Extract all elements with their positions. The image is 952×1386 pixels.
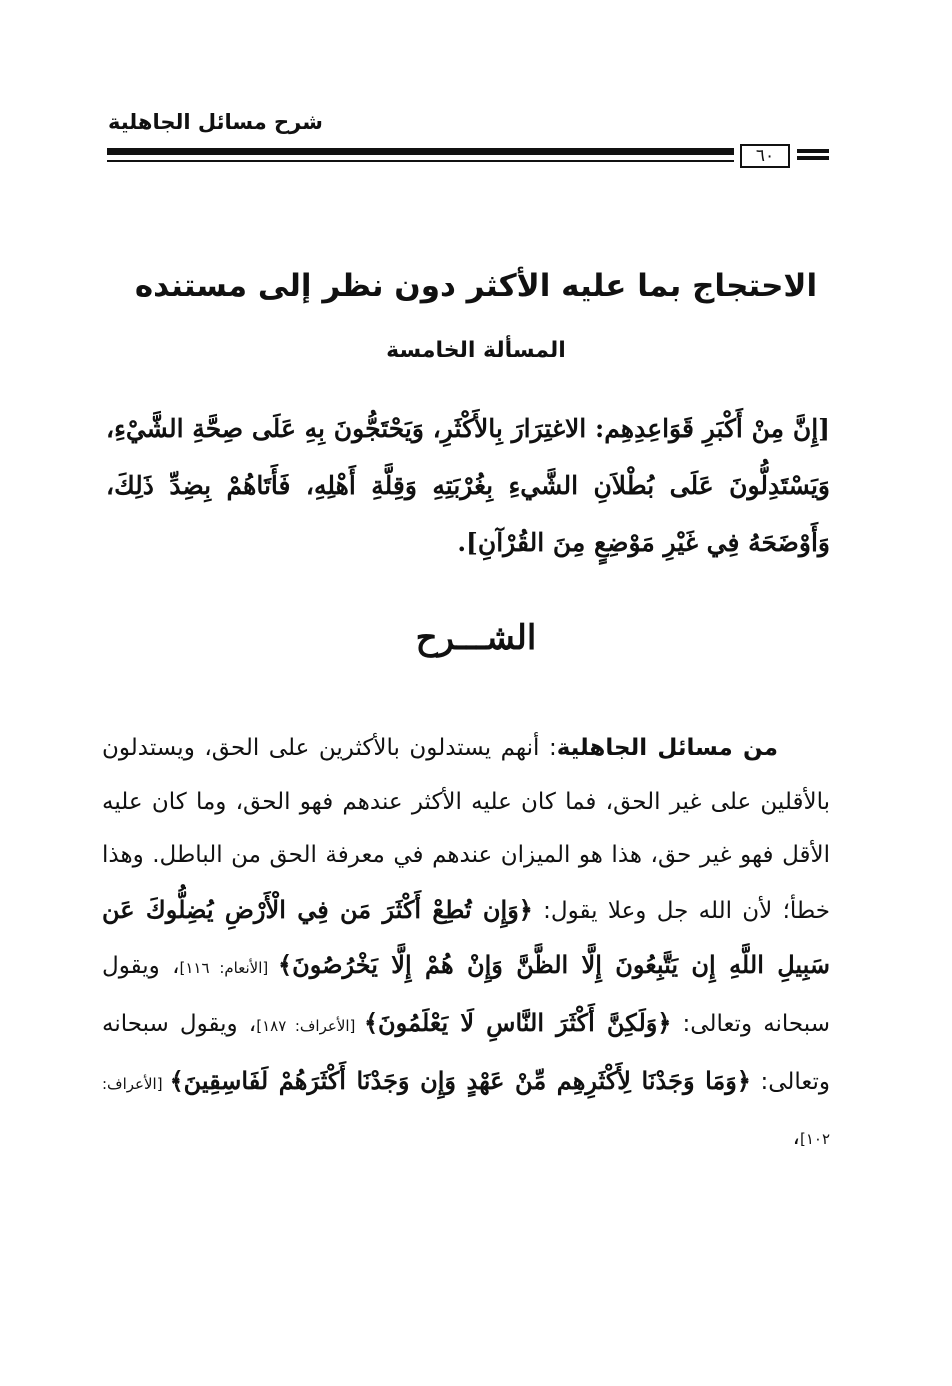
header-rule-thin	[107, 160, 734, 162]
header-ornament	[797, 149, 829, 163]
sharh-text-1: : أنهم يستدلون بالأكثرين على الحق، ويستدلون بالأقلين على غير الحق، فما كان عليه الأكثر عندهم فهو الحق، وما كان عليه الأقل فهو غير حق، هذا هو الميزان عندهم في معرفة الحق من الباطل. وهذا خطأ؛ لأن الله جل وعلا يقول:	[102, 735, 830, 924]
sharh-text-4: ،	[792, 1124, 800, 1151]
quran-verse-2: ﴿وَلَكِنَّ أَكْثَرَ النَّاسِ لَا يَعْلَمُونَ﴾	[363, 1007, 672, 1037]
header-rule-thick	[107, 148, 734, 155]
issue-title: المسألة الخامسة	[386, 338, 566, 363]
sharh-text-3: ، ويقول سبحانه وتعالى:	[102, 1010, 830, 1095]
quran-verse-3: ﴿وَمَا وَجَدْنَا لِأَكْثَرِهِم مِّنْ عَهْدٍ وَإِن وَجَدْنَا أَكْثَرَهُمْ لَفَاسِقِينَ﴾	[169, 1065, 751, 1095]
sharh-body	[102, 722, 830, 1167]
sharh-text-2: ، ويقول سبحانه وتعالى:	[102, 953, 830, 1037]
page-number: ٦٠	[740, 144, 790, 168]
verse-reference-2: [الأعراف: ١٨٧]	[256, 1016, 364, 1035]
matn-text: [إِنَّ مِنْ أَكْبَرِ قَوَاعِدِهِم: الاغتِرَارَ بِالأَكْثَرِ، وَيَحْتَجُّونَ بِهِ عَلَى صِحَّةِ الشَّيْءِ، وَيَسْتَدِلُّونَ عَلَى بُطْلاَنِ الشَّيءِ بِغُرْبَتِهِ وَقِلَّةِ أَهْلِهِ، فَأَتَاهُمْ بِضِدِّ ذَلِكَ، وَأَوْضَحَهُ فِي غَيْرِ مَوْضِعٍ مِنَ القُرْآنِ].	[106, 414, 830, 557]
quran-verse-1: ﴿وَإِن تُطِعْ أَكْثَرَ مَن فِي الْأَرْضِ يُضِلُّوكَ عَن سَبِيلِ اللَّهِ إِن يَتَّبِعُونَ إِلَّا الظَّنَّ وَإِنْ هُمْ إِلَّا يَخْرُصُونَ﴾	[102, 894, 830, 980]
sharh-lead: من مسائل الجاهلية	[556, 735, 778, 761]
sharh-paragraph	[102, 722, 830, 1167]
verse-reference-3: [الأعراف: ١٠٢]	[102, 1074, 830, 1149]
sharh-heading: الشـــرح	[415, 618, 537, 658]
running-header-title: شرح مسائل الجاهلية	[108, 110, 323, 134]
verse-reference-1: [الأنعام: ١١٦]	[179, 959, 278, 978]
chapter-title: الاحتجاج بما عليه الأكثر دون نظر إلى مستنده	[134, 268, 818, 304]
